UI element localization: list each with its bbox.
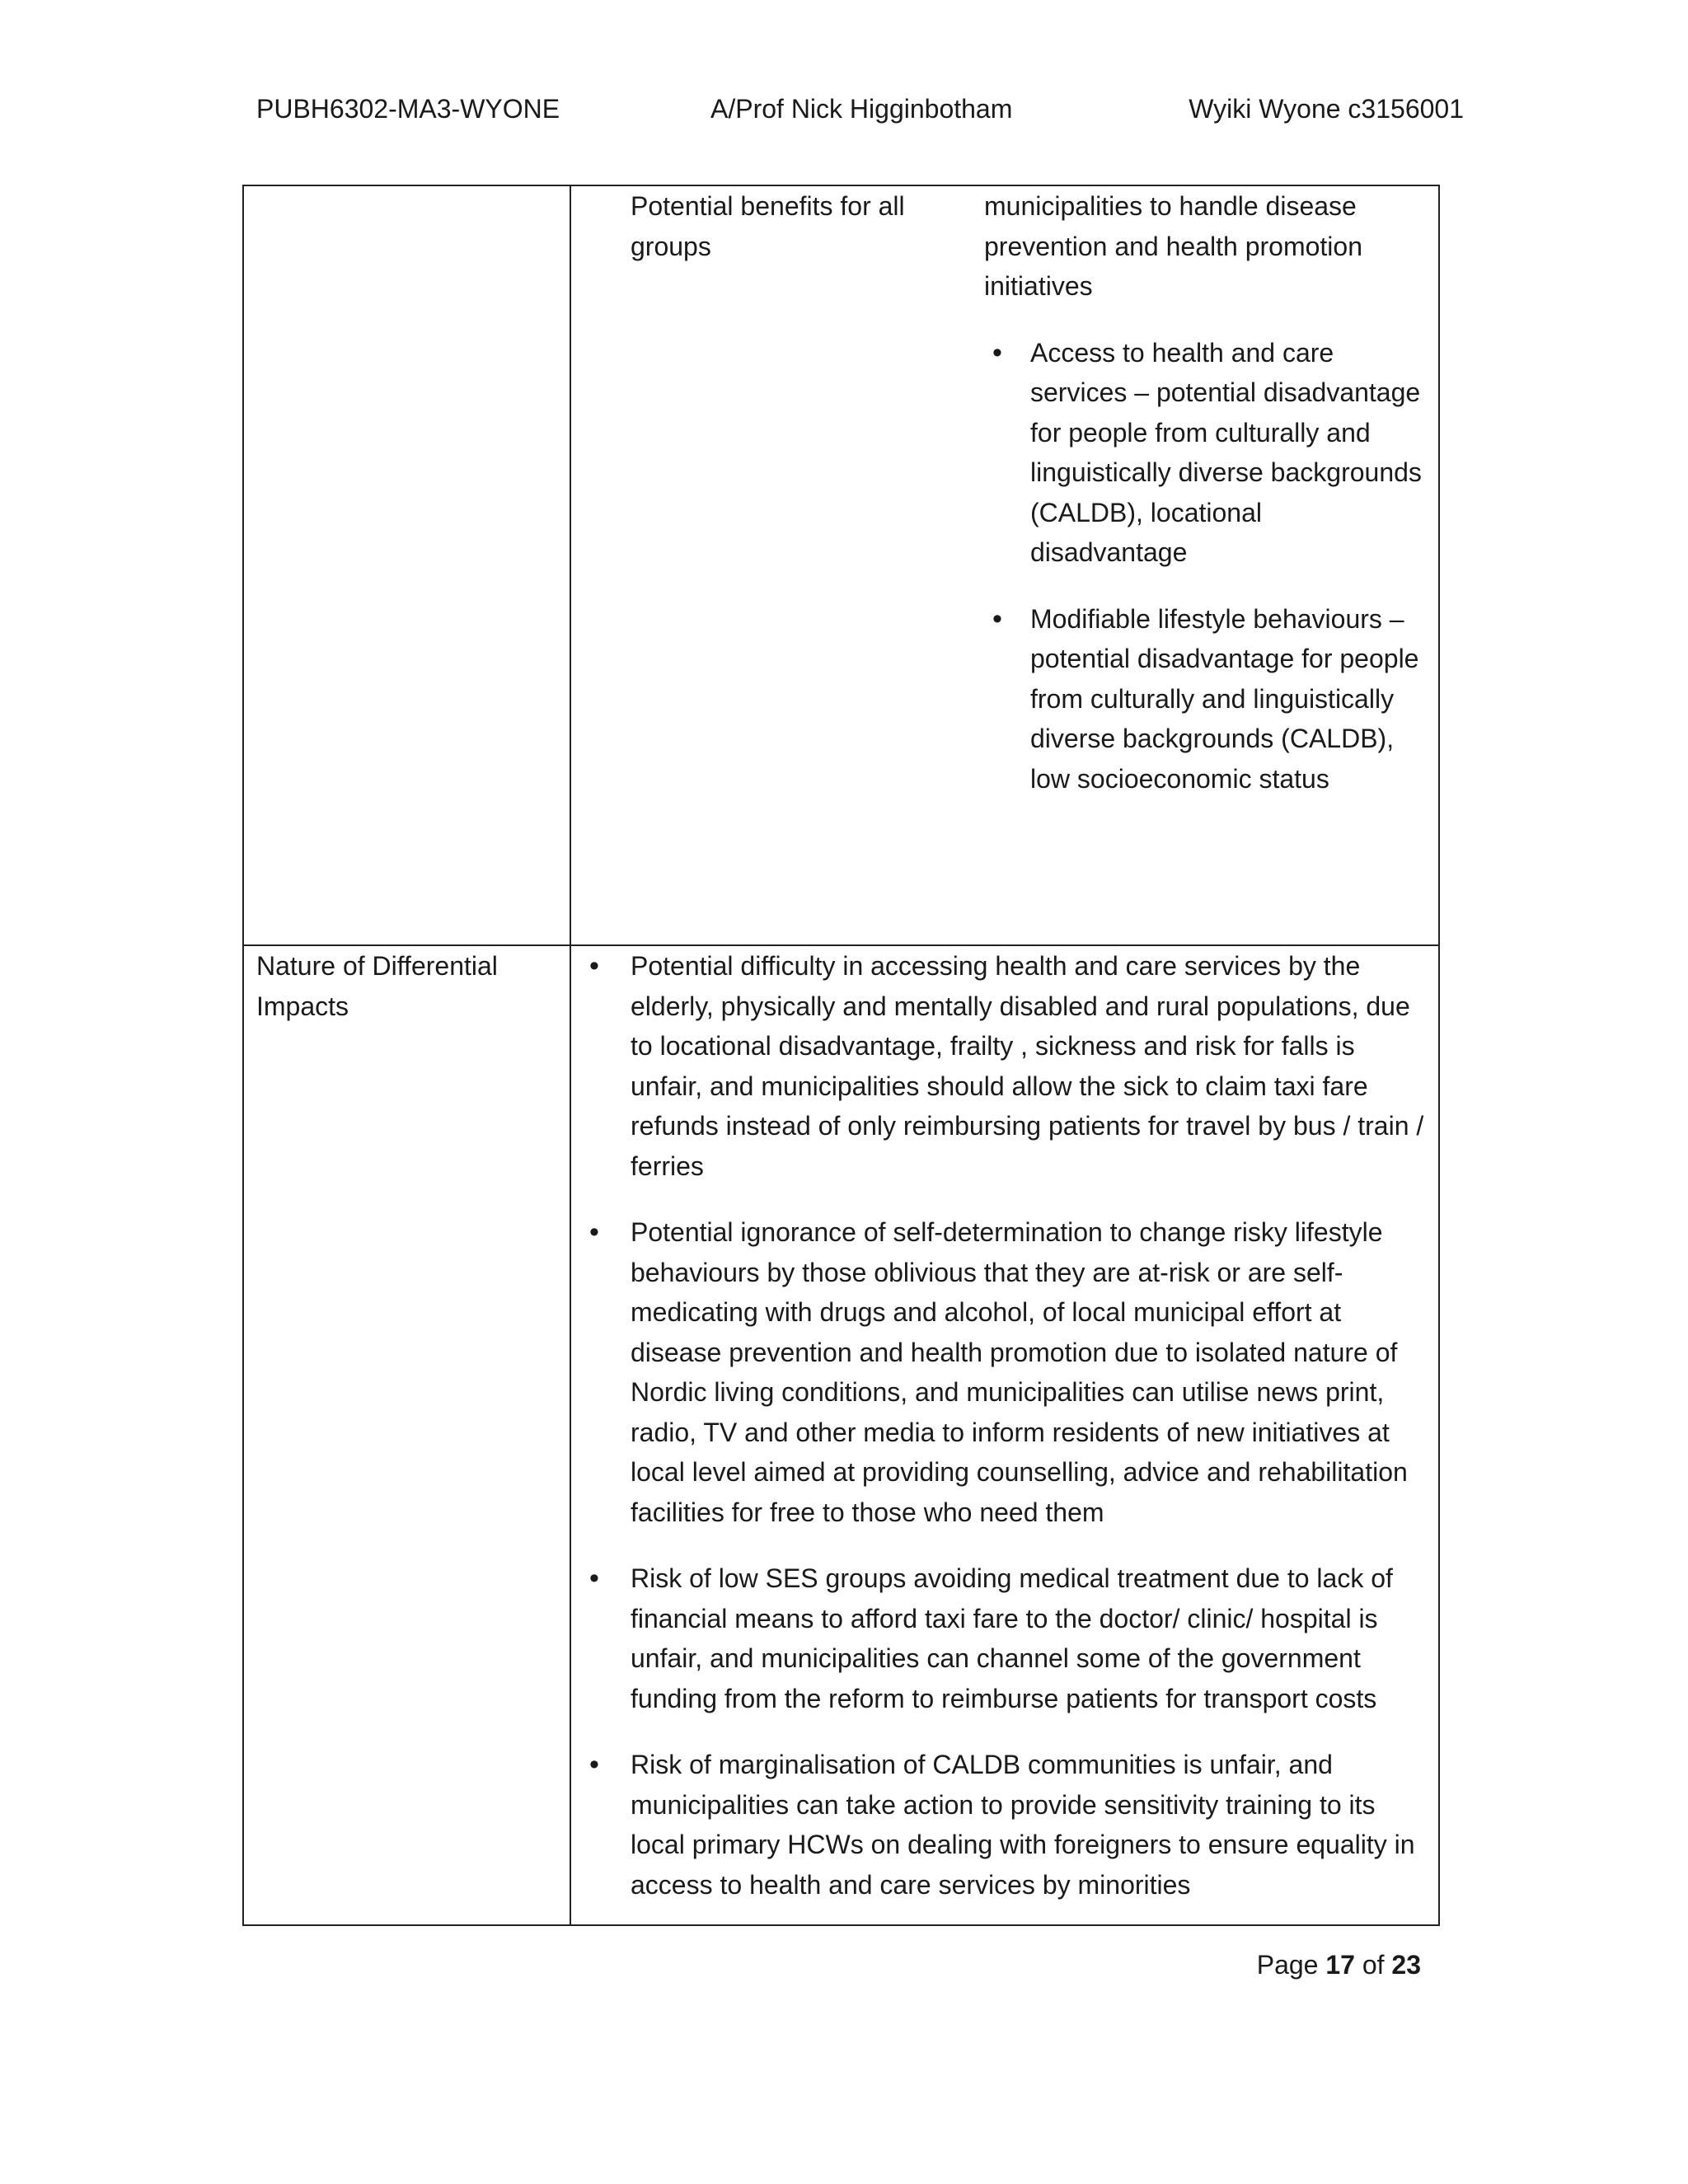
header-instructor: A/Prof Nick Higginbotham [710, 94, 1013, 124]
impact-table [242, 185, 1440, 1926]
impacts-bullet-list [571, 946, 1425, 1905]
table-cell-empty [243, 185, 570, 945]
of-word: of [1362, 1950, 1385, 1980]
benefits-detail [984, 186, 1438, 944]
benefits-paragraph: municipalities to handle disease prevention and health promotion initiatives [984, 191, 1362, 301]
page-total: 23 [1391, 1950, 1421, 1980]
page-word: Page [1256, 1950, 1319, 1980]
benefits-label: Potential benefits for all groups [631, 191, 905, 261]
page-footer [1257, 1948, 1421, 1981]
row-label-cell [243, 945, 570, 1925]
benefits-bullet-list [984, 333, 1422, 799]
list-item: • Potential difficulty in accessing health and care services by the elderly, physically and mentally disabled and rural populations, due to locational disadvantage, frailty , sickness and risk for falls is unfair, and municipalities should allow the sick to claim taxi fare refunds instead of only reimbursing patients for travel by bus / train / ferries [571, 946, 1425, 1186]
list-item: • Risk of marginalisation of CALDB communities is unfair, and municipalities can take action to provide sensitivity training to its local primary HCWs on dealing with foreigners to ensure equality in access to health and care services by minorities [571, 1745, 1425, 1905]
table-cell-benefits [570, 185, 1439, 945]
impacts-cell [570, 945, 1439, 1925]
header-course-code: PUBH6302-MA3-WYONE [256, 94, 560, 124]
row-label: Nature of Differential Impacts [256, 951, 498, 1021]
list-item: • Access to health and care services – potential disadvantage for people from culturally and linguistically diverse backgrounds (CALDB), locational disadvantage [984, 333, 1422, 573]
list-item: • Potential ignorance of self-determination to change risky lifestyle behaviours by those oblivious that they are at-risk or are self-medicating with drugs and alcohol, of local municipal effort at disease prevention and health promotion due to isolated nature of Nordic living conditions, and municipalities can utilise news print, radio, TV and other media to inform residents of new initiatives at local level aimed at providing counselling, advice and rehabilitation facilities for free to those who need them [571, 1212, 1425, 1532]
page-number: 17 [1325, 1950, 1355, 1980]
table-row [243, 185, 1439, 945]
list-item: • Modifiable lifestyle behaviours – potential disadvantage for people from culturally and linguistically diverse backgrounds (CALDB), low socioeconomic status [984, 599, 1422, 799]
table-row [243, 945, 1439, 1925]
list-item: • Risk of low SES groups avoiding medical treatment due to lack of financial means to afford taxi fare to the doctor/ clinic/ hospital is unfair, and municipalities can channel some of the government funding from the reform to reimburse patients for transport costs [571, 1558, 1425, 1718]
header-student: Wyiki Wyone c3156001 [1189, 94, 1464, 124]
